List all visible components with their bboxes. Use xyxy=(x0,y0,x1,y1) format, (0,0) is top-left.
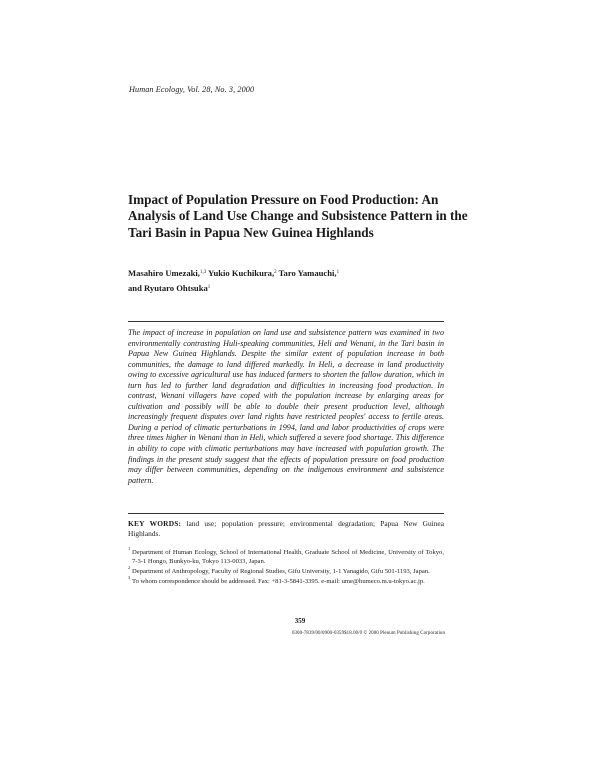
keywords-text: land use; population pressure; environmental degradation; Papua New Guinea Highlands. xyxy=(128,519,444,538)
page-number: 359 xyxy=(294,617,306,625)
keywords-label: KEY WORDS: xyxy=(128,519,182,528)
author-list xyxy=(128,266,448,295)
footnote-2: 2 Department of Anthropology, Faculty of Regional Studies, Gifu University, 1-1 Yanagido, Gifu 501-1193, Japan. xyxy=(128,564,430,575)
article-title: Impact of Population Pressure on Food Production: An Analysis of Land Use Change and Subsistence Pattern in the Tari Basin in Papua New Guinea Highlands xyxy=(128,192,468,240)
author-umezaki: Masahiro Umezaki,$^{1,3}$ xyxy=(128,268,207,278)
author-ohtsuka: and Ryutaro Ohtsuka$^1$ xyxy=(128,282,211,293)
footnotes xyxy=(128,546,444,588)
journal-citation: Human Ecology, Vol. 28, No. 3, 2000 xyxy=(129,85,255,94)
abstract: The impact of increase in population on land use and subsistence pattern was examined in two environmentally contrasting Huli-speaking communities, Heli and Wenani, in the Tari basin in Papua New Guinea Highlands. Despite the similar extent of population increase in both communities, the damage to land differed markedly. In Heli, a decrease in land productivity owing to excessive agricultural use has induced farmers to shorten the fallow duration, which in turn has led to further land degradation and difficulties in increasing food production. In contrast, Wenani villagers have coped with the population increase by enlarging areas for cultivation and possibly will be able to double their present production level, although increasingly frequent disputes over land rights have restricted peoples' access to fertile areas. During a period of climatic perturbations in 1994, land and labor productivities of crops were three times higher in Wenani than in Heli, which suffered a severe food shortage. This difference in ability to cope with climatic perturbations may have increased with population growth. The findings in the present study suggest that the effects of population pressure on food production may differ between communities, depending on the indigenous environment and subsistence pattern. xyxy=(128,328,444,485)
keywords xyxy=(128,519,444,539)
footnote-3: 3 To whom correspondence should be addressed. Fax: +81-3-5841-3395. e-mail: ume@humeco.m.u-tokyo.ac.jp. xyxy=(128,574,425,585)
author-yamauchi: Taro Yamauchi,$^1$ xyxy=(278,268,340,278)
abstract-top-rule xyxy=(128,321,444,322)
footnote-1: 1 Department of Human Ecology, School of International Health, Graduate School of Medicine, University of Tokyo, 7-3-1 Hongo, Bunkyo-ku, Tokyo 113-0033, Japan. xyxy=(128,546,444,565)
author-kuchikura: Yukio Kuchikura,$^2$ xyxy=(208,268,277,278)
abstract-bottom-rule xyxy=(128,513,444,514)
copyright-line: 0300-7839/00/0900-0359$18.00/0 © 2000 Plenum Publishing Corporation xyxy=(291,631,445,636)
